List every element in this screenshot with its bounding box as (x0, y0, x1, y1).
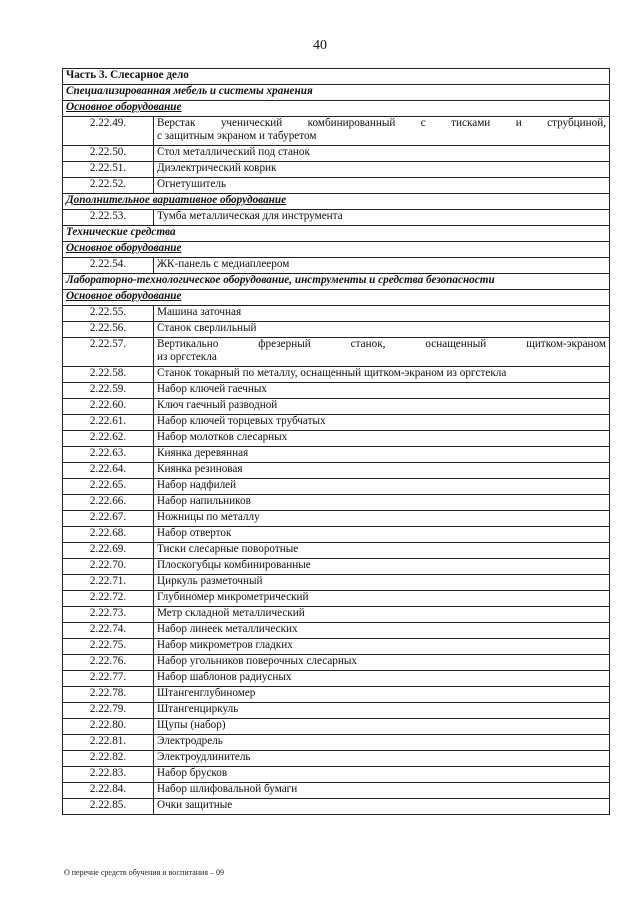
table-row (63, 655, 610, 671)
item-name (154, 117, 610, 146)
item-name: Ключ гаечный разводной (154, 399, 610, 415)
subsection-title: Основное оборудование (63, 242, 610, 258)
table-row (63, 495, 610, 511)
table-row (63, 511, 610, 527)
subsection-header-row (63, 194, 610, 210)
footer-note: О перечне средств обучения и воспитания – 09 (64, 868, 224, 877)
part-title: Часть 3. Слесарное дело (63, 69, 610, 85)
item-number: 2.22.51. (63, 162, 154, 178)
item-number: 2.22.50. (63, 146, 154, 162)
item-number: 2.22.61. (63, 415, 154, 431)
item-number: 2.22.77. (63, 671, 154, 687)
item-number: 2.22.58. (63, 367, 154, 383)
section-title: Технические средства (63, 226, 610, 242)
section-header-row (63, 226, 610, 242)
section-title: Лабораторно-технологическое оборудование, инструменты и средства безопасности (63, 274, 610, 290)
item-number: 2.22.57. (63, 338, 154, 367)
item-name: Машина заточная (154, 306, 610, 322)
item-number: 2.22.65. (63, 479, 154, 495)
item-number: 2.22.59. (63, 383, 154, 399)
item-number: 2.22.83. (63, 767, 154, 783)
item-name: Циркуль разметочный (154, 575, 610, 591)
item-number: 2.22.79. (63, 703, 154, 719)
item-name: Плоскогубцы комбинированные (154, 559, 610, 575)
item-name: Электроудлинитель (154, 751, 610, 767)
item-name: Киянка резиновая (154, 463, 610, 479)
table-row (63, 575, 610, 591)
item-name: Стол металлический под станок (154, 146, 610, 162)
item-number: 2.22.75. (63, 639, 154, 655)
subsection-header-row (63, 242, 610, 258)
subsection-title: Дополнительное вариативное оборудование (63, 194, 610, 210)
item-number: 2.22.78. (63, 687, 154, 703)
item-name: Электродрель (154, 735, 610, 751)
section-header-row (63, 85, 610, 101)
subsection-header-row (63, 101, 610, 117)
item-name: Набор ключей гаечных (154, 383, 610, 399)
item-number: 2.22.53. (63, 210, 154, 226)
item-number: 2.22.62. (63, 431, 154, 447)
table-row (63, 306, 610, 322)
table-row (63, 431, 610, 447)
table-row (63, 591, 610, 607)
item-number: 2.22.66. (63, 495, 154, 511)
item-name (154, 338, 610, 367)
subsection-title: Основное оборудование (63, 101, 610, 117)
table-row (63, 559, 610, 575)
table-row (63, 210, 610, 226)
item-name: Ножницы по металлу (154, 511, 610, 527)
item-number: 2.22.74. (63, 623, 154, 639)
table-row (63, 719, 610, 735)
item-name-line: с защитным экраном и табуретом (157, 130, 317, 142)
item-name: Щупы (набор) (154, 719, 610, 735)
item-number: 2.22.82. (63, 751, 154, 767)
item-name-line: из оргстекла (157, 351, 217, 363)
item-name: Набор брусков (154, 767, 610, 783)
table-row (63, 178, 610, 194)
item-number: 2.22.70. (63, 559, 154, 575)
item-name-line: Вертикально фрезерный станок, оснащенный щитком-экраном (157, 338, 606, 350)
item-name: Набор надфилей (154, 479, 610, 495)
item-name: Набор ключей торцевых трубчатых (154, 415, 610, 431)
item-number: 2.22.71. (63, 575, 154, 591)
item-name: Набор шаблонов радиусных (154, 671, 610, 687)
table-row (63, 117, 610, 146)
part-header-row (63, 69, 610, 85)
item-name: Набор микрометров гладких (154, 639, 610, 655)
item-number: 2.22.56. (63, 322, 154, 338)
item-number: 2.22.54. (63, 258, 154, 274)
table-row (63, 338, 610, 367)
table-row (63, 399, 610, 415)
table-body (63, 69, 610, 815)
table-row (63, 639, 610, 655)
item-number: 2.22.69. (63, 543, 154, 559)
table-row (63, 751, 610, 767)
table-row (63, 623, 610, 639)
item-name: Штангенциркуль (154, 703, 610, 719)
table-row (63, 479, 610, 495)
page-number: 40 (313, 38, 327, 53)
table-row (63, 799, 610, 815)
table-row (63, 543, 610, 559)
item-number: 2.22.60. (63, 399, 154, 415)
item-name: Набор шлифовальной бумаги (154, 783, 610, 799)
table-row (63, 447, 610, 463)
item-number: 2.22.49. (63, 117, 154, 146)
item-name: Огнетушитель (154, 178, 610, 194)
item-number: 2.22.85. (63, 799, 154, 815)
item-number: 2.22.84. (63, 783, 154, 799)
table-row (63, 703, 610, 719)
item-name: Набор линеек металлических (154, 623, 610, 639)
item-number: 2.22.67. (63, 511, 154, 527)
item-name: ЖК-панель с медиаплеером (154, 258, 610, 274)
item-name: Тумба металлическая для инструмента (154, 210, 610, 226)
table-row (63, 258, 610, 274)
table-row (63, 162, 610, 178)
table-row (63, 146, 610, 162)
item-name: Метр складной металлический (154, 607, 610, 623)
section-header-row (63, 274, 610, 290)
item-name: Набор отверток (154, 527, 610, 543)
table-row (63, 735, 610, 751)
table-row (63, 783, 610, 799)
item-name: Набор молотков слесарных (154, 431, 610, 447)
table-row (63, 527, 610, 543)
equipment-table (62, 68, 610, 815)
item-name: Тиски слесарные поворотные (154, 543, 610, 559)
item-number: 2.22.72. (63, 591, 154, 607)
item-name: Станок токарный по металлу, оснащенный щитком-экраном из оргстекла (154, 367, 610, 383)
item-number: 2.22.80. (63, 719, 154, 735)
item-name: Набор напильников (154, 495, 610, 511)
subsection-header-row (63, 290, 610, 306)
table-row (63, 383, 610, 399)
item-number: 2.22.64. (63, 463, 154, 479)
item-name: Набор угольников поверочных слесарных (154, 655, 610, 671)
table-row (63, 671, 610, 687)
item-name: Станок сверлильный (154, 322, 610, 338)
subsection-title: Основное оборудование (63, 290, 610, 306)
table-row (63, 607, 610, 623)
section-title: Специализированная мебель и системы хранения (63, 85, 610, 101)
item-number: 2.22.81. (63, 735, 154, 751)
table-row (63, 463, 610, 479)
table-row (63, 367, 610, 383)
item-number: 2.22.73. (63, 607, 154, 623)
item-name: Диэлектрический коврик (154, 162, 610, 178)
item-number: 2.22.68. (63, 527, 154, 543)
item-number: 2.22.63. (63, 447, 154, 463)
item-name: Очки защитные (154, 799, 610, 815)
item-name: Штангенглубиномер (154, 687, 610, 703)
table-row (63, 322, 610, 338)
table-row (63, 767, 610, 783)
item-number: 2.22.76. (63, 655, 154, 671)
item-number: 2.22.55. (63, 306, 154, 322)
item-number: 2.22.52. (63, 178, 154, 194)
item-name: Киянка деревянная (154, 447, 610, 463)
item-name: Глубиномер микрометрический (154, 591, 610, 607)
item-name-line: Верстак ученический комбинированный с тисками и струбциной, (157, 117, 606, 129)
table-row (63, 687, 610, 703)
table-row (63, 415, 610, 431)
